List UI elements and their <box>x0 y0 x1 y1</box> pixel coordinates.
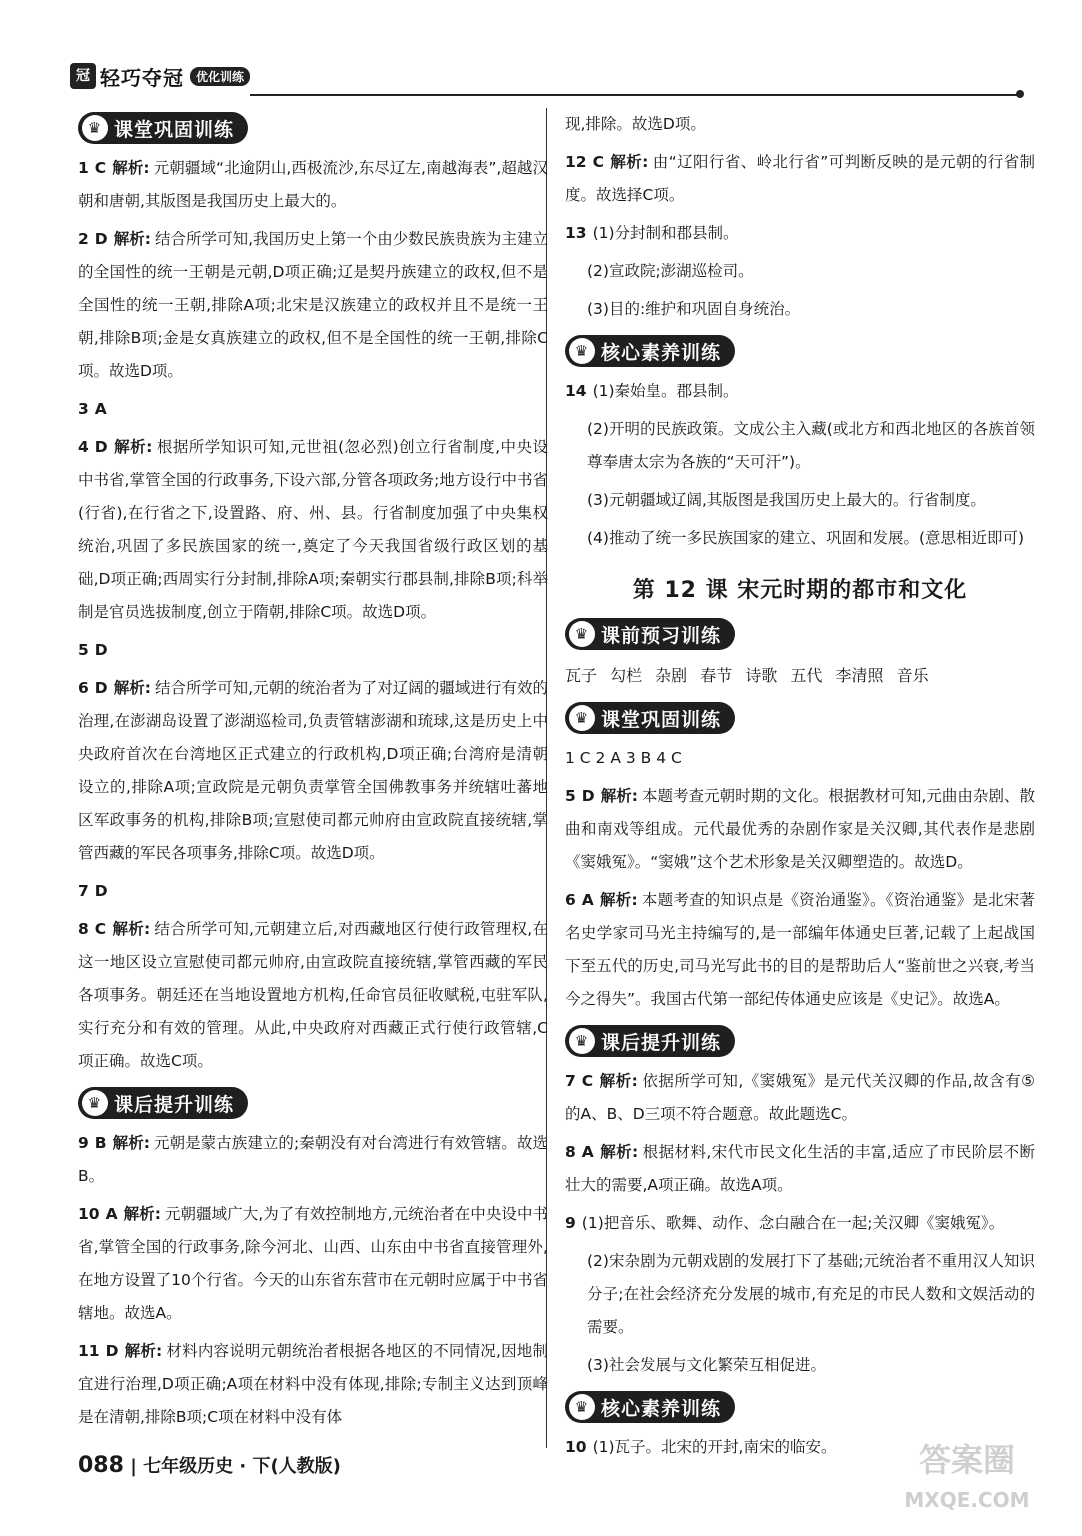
brand-logo <box>70 60 250 92</box>
answer-item: 6 D 解析: 结合所学可知,元朝的统治者为了对辽阔的疆域进行有效的治理,在澎湖岛设置了澎湖巡检司,负责管辖澎湖和琉球,这是历史上中央政府首次在台湾地区正式建立的行政机构,D项正确;台湾府是清朝设立的,排除A项;宣政院是元朝负责掌管全国佛教事务并统辖吐蕃地区军政事务的机构,排除B项;宣慰使司都元帅府由宣政院直接统辖,掌管西藏的军民各项事务,排除C项。故选D项。 <box>78 679 548 862</box>
answer-subline: (3)目的:维护和巩固自身统治。 <box>587 300 801 318</box>
answer-item: 8 C 解析: 结合所学可知,元朝建立后,对西藏地区行使行政管理权,在这一地区设立宣慰使司都元帅府,由宣政院直接统辖,掌管西藏的军民各项事务。朝廷还在当地设置地方机构,任命官员征收赋税,屯驻军队,实行充分和有效的管理。从此,中央政府对西藏正式行使行政管辖,C项正确。故选C项。 <box>78 920 548 1070</box>
answer-item: 1 C 解析: 元朝疆域“北逾阴山,西极流沙,东尽辽左,南越海表”,超越汉朝和唐朝,其版图是我国历史上最大的。 <box>78 159 548 210</box>
answer-item: 10 (1)瓦子。北宋的开封,南宋的临安。 <box>565 1438 837 1456</box>
answer-item: 14 (1)秦始皇。郡县制。 <box>565 382 739 400</box>
answer-item: 7 C 解析: 依据所学可知,《窦娥冤》是元代关汉卿的作品,故含有⑤的A、B、D三项不符合题意。故此题选C。 <box>565 1072 1035 1123</box>
answer-item: 8 A 解析: 根据材料,宋代市民文化生活的丰富,适应了市民阶层不断壮大的需要,A项正确。故选A项。 <box>565 1143 1036 1194</box>
crown-icon: ♛ <box>82 115 108 141</box>
section-title: ♛ 课后提升训练 <box>78 1087 248 1119</box>
crown-icon: ♛ <box>82 1090 108 1116</box>
page-number: 088 <box>78 1453 124 1478</box>
answer-subline: (3)社会发展与文化繁荣互相促进。 <box>587 1356 826 1374</box>
answer-item: 5 D 解析: 本题考查元朝时期的文化。根据教材可知,元曲由杂剧、散曲和南戏等组成。元代最优秀的杂剧作家是关汉卿,其代表作是悲剧《窦娥冤》。“窦娥”这个艺术形象是关汉卿塑造的。故选D。 <box>565 787 1035 871</box>
header-dot <box>1016 90 1024 98</box>
answer-item: 4 D 解析: 根据所学知识可知,元世祖(忽必烈)创立行省制度,中央设中书省,掌管全国的行政事务,下设六部,分管各项政务;地方设行中书省(行省),在行省之下,设置路、府、州、县。行省制度加强了中央集权统治,巩固了多民族国家的统一,奠定了今天我国省级行政区划的基础,D项正确;西周实行分封制,排除A项;秦朝实行郡县制,排除B项;科举制是官员选拔制度,创立于隋朝,排除C项。故选D项。 <box>78 438 548 621</box>
section-title: ♛ 核心素养训练 <box>565 1391 735 1423</box>
crown-icon: ♛ <box>569 1394 595 1420</box>
answer-subline: (4)推动了统一多民族国家的建立、巩固和发展。(意思相近即可) <box>587 529 1025 547</box>
answer-item: 5 D <box>78 641 108 659</box>
section-title: ♛ 课堂巩固训练 <box>78 112 248 144</box>
footer-divider: | <box>130 1456 137 1477</box>
preview-terms: 瓦子 勾栏 杂剧 春节 诗歌 五代 李清照 音乐 <box>565 666 929 685</box>
answer-item: 3 A <box>78 400 107 418</box>
brand-subtitle: 优化训练 <box>190 67 250 86</box>
answer-item: 2 D 解析: 结合所学可知,我国历史上第一个由少数民族贵族为主建立的全国性的统一王朝是元朝,D项正确;辽是契丹族建立的政权,但不是全国性的统一王朝,排除A项;北宋是汉族建立的政权并且不是统一王朝,排除B项;金是女真族建立的政权,但不是全国性的统一王朝,排除C项。故选D项。 <box>78 230 548 380</box>
right-column <box>565 108 1035 1469</box>
answer-item: 7 D <box>78 882 108 900</box>
answer-item: 13 (1)分封制和郡县制。 <box>565 224 739 242</box>
answer-item: 11 D 解析: 材料内容说明元朝统治者根据各地区的不同情况,因地制宜进行治理,D项正确;A项在材料中没有体现,排除;专制主义达到顶峰是在清朝,排除B项;C项在材料中没有体 <box>78 1342 548 1426</box>
answer-continuation: 现,排除。故选D项。 <box>565 115 706 133</box>
section-title: ♛ 核心素养训练 <box>565 335 735 367</box>
answer-item: 12 C 解析: 由“辽阳行省、岭北行省”可判断反映的是元朝的行省制度。故选择C项。 <box>565 153 1035 204</box>
crown-icon: ♛ <box>569 621 595 647</box>
watermark: 答案圈 MXQE.COM <box>904 1441 1030 1512</box>
answer-quick-list: 1 C 2 A 3 B 4 C <box>565 749 682 767</box>
lesson-title: 第 12 课 宋元时期的都市和文化 <box>632 578 968 603</box>
logo-icon: 冠 <box>70 63 96 89</box>
answer-subline: (2)宣政院;澎湖巡检司。 <box>587 262 754 280</box>
header-rule <box>250 94 1020 96</box>
section-title: ♛ 课堂巩固训练 <box>565 702 735 734</box>
page-footer <box>78 1452 341 1478</box>
section-title: ♛ 课前预习训练 <box>565 618 735 650</box>
left-column <box>78 108 548 1439</box>
answer-subline: (2)开明的民族政策。文成公主入藏(或北方和西北地区的各族首领尊奉唐太宗为各族的“天可汗”)。 <box>587 420 1035 471</box>
answer-subline: (2)宋杂剧为元朝戏剧的发展打下了基础;元统治者不重用汉人知识分子;在社会经济充分发展的城市,有充足的市民人数和文娱活动的需要。 <box>587 1252 1035 1336</box>
answer-item: 6 A 解析: 本题考查的知识点是《资治通鉴》。《资治通鉴》是北宋著名史学家司马光主持编写的,是一部编年体通史巨著,记载了上起战国下至五代的历史,司马光写此书的目的是帮助后人“鉴前世之兴衰,考当今之得失”。我国古代第一部纪传体通史应该是《史记》。故选A。 <box>565 891 1035 1008</box>
answer-subline: (3)元朝疆域辽阔,其版图是我国历史上最大的。行省制度。 <box>587 491 986 509</box>
answer-item: 10 A 解析: 元朝疆域广大,为了有效控制地方,元统治者在中央设中书省,掌管全国的行政事务,除今河北、山西、山东由中书省直接管理外,在地方设置了10个行省。今天的山东省东营市在元朝时应属于中书省辖地。故选A。 <box>78 1205 548 1322</box>
section-title: ♛ 课后提升训练 <box>565 1025 735 1057</box>
crown-icon: ♛ <box>569 338 595 364</box>
page-header <box>70 58 1020 98</box>
answer-item: 9 (1)把音乐、歌舞、动作、念白融合在一起;关汉卿《窦娥冤》。 <box>565 1214 1005 1232</box>
brand-name: 轻巧夺冠 <box>100 65 184 90</box>
crown-icon: ♛ <box>569 1028 595 1054</box>
footer-text: 七年级历史 · 下(人教版) <box>143 1456 341 1477</box>
answer-item: 9 B 解析: 元朝是蒙古族建立的;秦朝没有对台湾进行有效管辖。故选B。 <box>78 1134 548 1185</box>
crown-icon: ♛ <box>569 705 595 731</box>
